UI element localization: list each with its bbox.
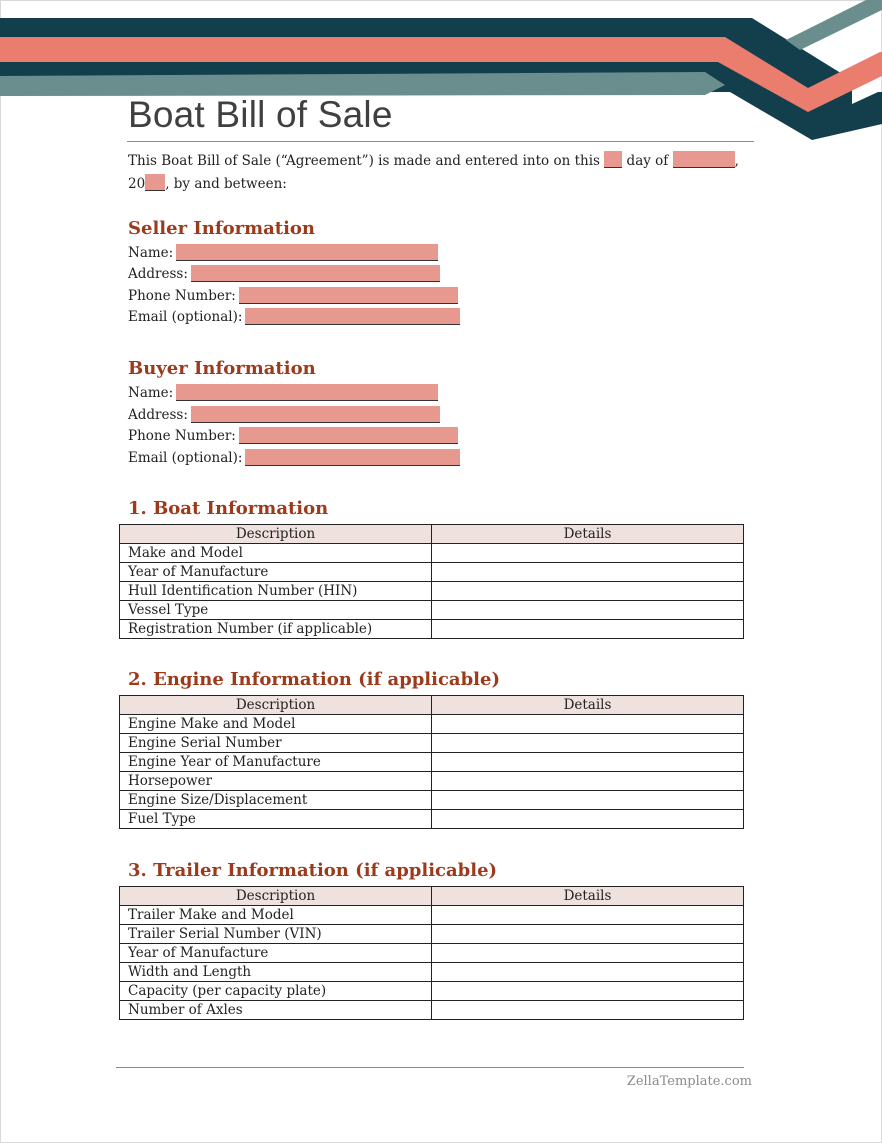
field-label: Email (optional): [128,449,243,466]
row-label: Vessel Type [120,601,432,620]
field-label: Address: [128,265,188,282]
section-title: Boat Information [153,498,329,519]
table-row [120,1001,744,1020]
month-blank[interactable] [673,151,735,168]
table-row [120,810,744,829]
seller-phone-input[interactable] [239,287,458,304]
teal-corner-stripe [786,0,882,50]
row-label: Engine Year of Manufacture [120,753,432,772]
details-cell[interactable] [432,944,744,963]
teal-stripe [0,72,725,96]
row-label: Hull Identification Number (HIN) [120,582,432,601]
section-number: 1. [128,498,147,519]
buyer-name-input[interactable] [176,384,438,401]
year-blank[interactable] [145,174,165,191]
section-number: 2. [128,669,147,690]
column-header-description: Description [120,696,432,715]
row-label: Width and Length [120,963,432,982]
seller-name-input[interactable] [176,244,438,261]
seller-address-row [128,265,440,282]
details-cell[interactable] [432,772,744,791]
table-header-row [120,696,744,715]
day-blank[interactable] [604,151,622,168]
details-cell[interactable] [432,753,744,772]
section-title: Trailer Information [153,860,349,881]
buyer-phone-row [128,427,458,444]
buyer-address-input[interactable] [191,406,440,423]
row-label: Engine Make and Model [120,715,432,734]
details-cell[interactable] [432,982,744,1001]
document-title: Boat Bill of Sale [128,94,393,135]
table-row [120,791,744,810]
section-number: 3. [128,860,147,881]
row-label: Fuel Type [120,810,432,829]
table-row [120,906,744,925]
column-header-details: Details [432,525,744,544]
row-label: Year of Manufacture [120,563,432,582]
row-label: Registration Number (if applicable) [120,620,432,639]
table-row [120,982,744,1001]
details-cell[interactable] [432,544,744,563]
details-cell[interactable] [432,620,744,639]
trailer-info-table [119,886,744,1020]
table-header-row [120,525,744,544]
section-suffix: (if applicable) [355,860,498,881]
table-row [120,601,744,620]
seller-name-row [128,244,438,261]
seller-address-input[interactable] [191,265,440,282]
table-row [120,620,744,639]
details-cell[interactable] [432,925,744,944]
field-label: Name: [128,244,174,261]
year-prefix: 20 [128,176,146,192]
seller-email-row [128,308,460,325]
field-label: Phone Number: [128,287,236,304]
table-row [120,544,744,563]
buyer-email-row [128,449,460,466]
row-label: Year of Manufacture [120,944,432,963]
row-label: Trailer Make and Model [120,906,432,925]
boat-info-table [119,524,744,639]
row-label: Engine Size/Displacement [120,791,432,810]
trailer-section-heading [128,860,497,881]
engine-section-heading [128,669,500,690]
section-title: Engine Information [153,669,352,690]
column-header-details: Details [432,887,744,906]
field-label: Address: [128,406,188,423]
title-divider [127,141,754,142]
buyer-email-input[interactable] [245,449,460,466]
intro-text: , by and between: [165,176,287,192]
seller-email-input[interactable] [245,308,460,325]
buyer-phone-input[interactable] [239,427,458,444]
intro-text: This Boat Bill of Sale (“Agreement”) is made and entered into on this [128,153,600,169]
column-header-description: Description [120,887,432,906]
row-label: Make and Model [120,544,432,563]
column-header-description: Description [120,525,432,544]
table-row [120,944,744,963]
details-cell[interactable] [432,1001,744,1020]
table-row [120,963,744,982]
boat-section-heading [128,498,328,519]
section-suffix: (if applicable) [358,669,500,690]
footer-divider [116,1067,744,1068]
footer-website: ZellaTemplate.com [626,1074,752,1089]
buyer-heading: Buyer Information [128,358,316,379]
details-cell[interactable] [432,715,744,734]
engine-info-table [119,695,744,829]
table-row [120,563,744,582]
field-label: Email (optional): [128,308,243,325]
details-cell[interactable] [432,734,744,753]
row-label: Engine Serial Number [120,734,432,753]
table-row [120,734,744,753]
table-row [120,772,744,791]
seller-phone-row [128,287,458,304]
details-cell[interactable] [432,791,744,810]
table-header-row [120,887,744,906]
details-cell[interactable] [432,582,744,601]
details-cell[interactable] [432,601,744,620]
details-cell[interactable] [432,563,744,582]
details-cell[interactable] [432,906,744,925]
row-label: Trailer Serial Number (VIN) [120,925,432,944]
table-row [120,753,744,772]
intro-text: , [734,153,739,169]
intro-paragraph [128,150,748,196]
field-label: Name: [128,384,174,401]
buyer-name-row [128,384,438,401]
intro-text: day of [626,153,669,169]
details-cell[interactable] [432,963,744,982]
table-row [120,582,744,601]
table-row [120,925,744,944]
row-label: Capacity (per capacity plate) [120,982,432,1001]
table-row [120,715,744,734]
details-cell[interactable] [432,810,744,829]
field-label: Phone Number: [128,427,236,444]
row-label: Horsepower [120,772,432,791]
column-header-details: Details [432,696,744,715]
buyer-address-row [128,406,440,423]
row-label: Number of Axles [120,1001,432,1020]
seller-heading: Seller Information [128,218,316,239]
